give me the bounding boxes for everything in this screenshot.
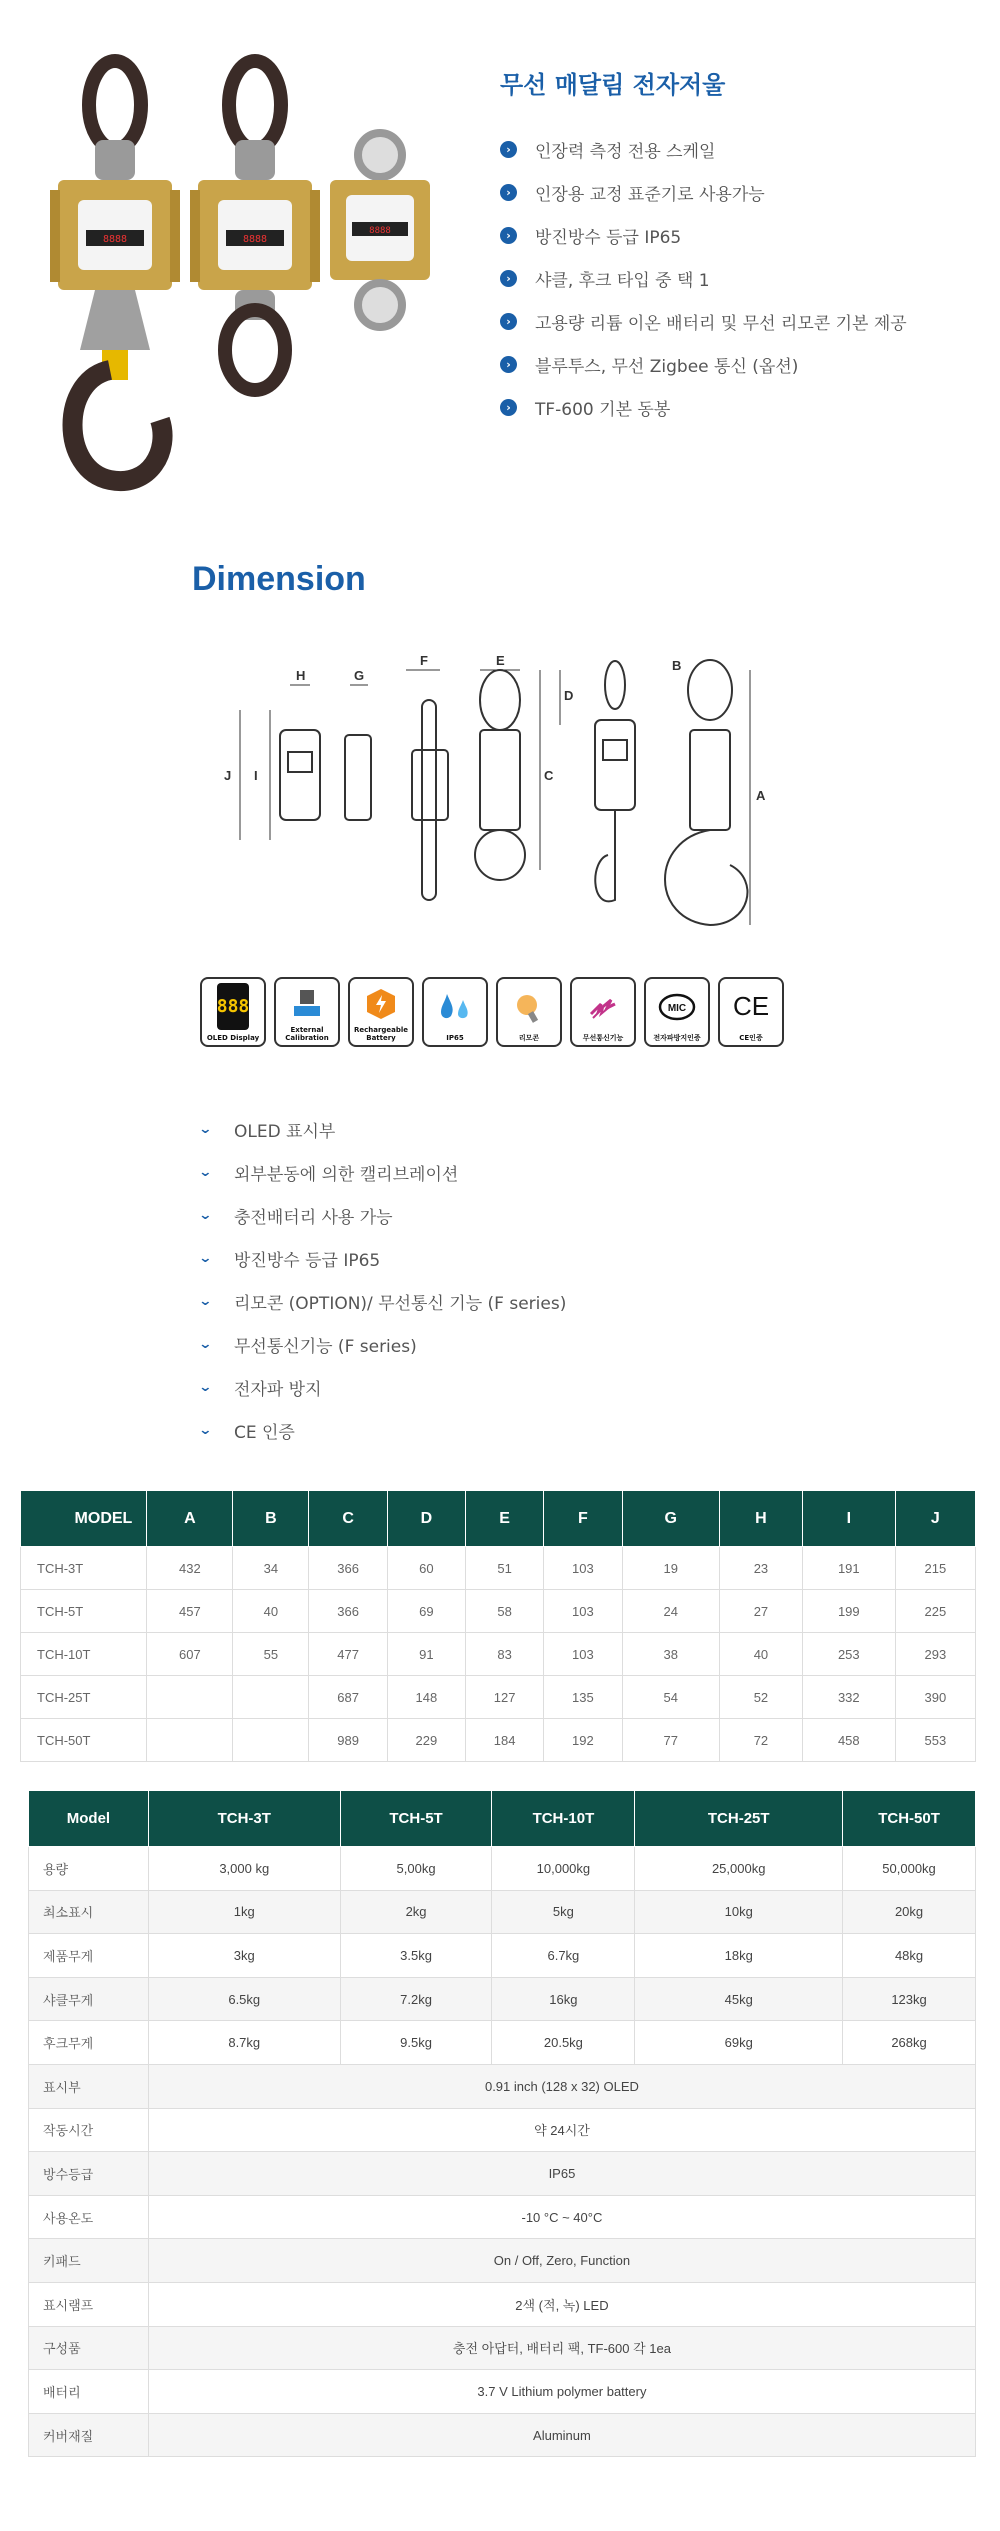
feature-text: 방진방수 등급 IP65 (234, 1251, 381, 1271)
table-cell: 8.7kg (148, 2021, 340, 2065)
feature-text: 무선통신기능 (F series) (234, 1337, 417, 1357)
column-header: TCH-5T (340, 1791, 492, 1847)
list-item (200, 1323, 566, 1366)
table-row (29, 1847, 976, 1891)
table-cell: 83 (466, 1633, 544, 1676)
table-cell: 10,000kg (492, 1847, 635, 1891)
table-cell: 103 (544, 1547, 622, 1590)
list-item (500, 128, 907, 171)
column-header: TCH-50T (843, 1791, 976, 1847)
chevron-down-icon: ⌄ (198, 1337, 213, 1352)
table-cell: 작동시간 (29, 2108, 149, 2152)
table-cell: 24 (622, 1590, 719, 1633)
table-cell: 50,000kg (843, 1847, 976, 1891)
table-cell: 표시램프 (29, 2282, 149, 2326)
table-cell: 127 (466, 1676, 544, 1719)
table-row (21, 1590, 976, 1633)
column-header: G (622, 1491, 719, 1547)
column-header: TCH-10T (492, 1791, 635, 1847)
table-cell: 25,000kg (635, 1847, 843, 1891)
table-cell: TCH-10T (21, 1633, 147, 1676)
table-cell: 용량 (29, 1847, 149, 1891)
feature-text: OLED 표시부 (234, 1122, 336, 1142)
table-cell: 사용온도 (29, 2195, 149, 2239)
emi-protection-icon: MIC 전자파방지인증 (644, 977, 710, 1047)
dim-label-a: A (756, 788, 766, 803)
chevron-down-icon: ⌄ (198, 1165, 213, 1180)
table-row (29, 2064, 976, 2108)
table-cell: 477 (309, 1633, 387, 1676)
table-row (21, 1633, 976, 1676)
table-cell: 34 (233, 1547, 309, 1590)
table-cell: 배터리 (29, 2370, 149, 2414)
table-cell: 687 (309, 1676, 387, 1719)
feature-text: 전자파 방지 (234, 1380, 322, 1400)
table-cell: 키패드 (29, 2239, 149, 2283)
table-cell: 40 (719, 1633, 802, 1676)
chevron-right-icon: › (500, 184, 517, 201)
table-row (29, 2195, 976, 2239)
list-item (200, 1108, 566, 1151)
column-header: D (387, 1491, 465, 1547)
table-row (29, 1977, 976, 2021)
table-cell: 7.2kg (340, 1977, 492, 2021)
column-header: F (544, 1491, 622, 1547)
table-cell: 191 (802, 1547, 895, 1590)
table-cell (147, 1719, 233, 1762)
feature-text: 외부분동에 의한 캘리브레이션 (234, 1165, 459, 1185)
table-cell (147, 1676, 233, 1719)
feature-text: TF-600 기본 동봉 (535, 400, 671, 420)
table-cell: TCH-3T (21, 1547, 147, 1590)
external-calibration-icon: External Calibration (274, 977, 340, 1047)
table-cell: 215 (895, 1547, 975, 1590)
chevron-right-icon: › (500, 227, 517, 244)
chevron-right-icon: › (500, 399, 517, 416)
spec-table (28, 1790, 976, 2457)
dimension-drawing (210, 640, 790, 940)
table-cell: 253 (802, 1633, 895, 1676)
list-item (500, 214, 907, 257)
table-cell: 23 (719, 1547, 802, 1590)
table-cell: 표시부 (29, 2064, 149, 2108)
table-cell: 샤클무게 (29, 1977, 149, 2021)
table-cell: 충전 아답터, 배터리 팩, TF-600 각 1ea (148, 2326, 975, 2370)
chevron-down-icon: ⌄ (198, 1380, 213, 1395)
oled-display-icon: 888 OLED Display (200, 977, 266, 1047)
svg-text:8888: 8888 (369, 226, 391, 236)
table-cell: 103 (544, 1633, 622, 1676)
table-cell: 20.5kg (492, 2021, 635, 2065)
table-cell: 293 (895, 1633, 975, 1676)
column-header: J (895, 1491, 975, 1547)
list-item (500, 386, 907, 429)
table-cell: 6.7kg (492, 1934, 635, 1978)
list-item (200, 1366, 566, 1409)
table-cell: 366 (309, 1547, 387, 1590)
table-cell: IP65 (148, 2152, 975, 2196)
table-cell: 77 (622, 1719, 719, 1762)
table-cell: 199 (802, 1590, 895, 1633)
table-cell: 989 (309, 1719, 387, 1762)
table-cell: 553 (895, 1719, 975, 1762)
table-cell: 58 (466, 1590, 544, 1633)
column-header: MODEL (21, 1491, 147, 1547)
rechargeable-battery-icon: Rechargeable Battery (348, 977, 414, 1047)
table-row (29, 2370, 976, 2414)
product-title: 무선 매달림 전자저울 (500, 71, 726, 99)
table-row (21, 1719, 976, 1762)
column-header: C (309, 1491, 387, 1547)
chevron-right-icon: › (500, 356, 517, 373)
column-header: I (802, 1491, 895, 1547)
scale-with-eye-bolt-image (330, 133, 430, 327)
list-item (200, 1280, 566, 1323)
table-cell: 184 (466, 1719, 544, 1762)
table-cell: 123kg (843, 1977, 976, 2021)
table-row (29, 2239, 976, 2283)
chevron-right-icon: › (500, 141, 517, 158)
column-header: Model (29, 1791, 149, 1847)
table-header-row (29, 1791, 976, 1847)
table-cell: 135 (544, 1676, 622, 1719)
table-cell: 제품무게 (29, 1934, 149, 1978)
column-header: H (719, 1491, 802, 1547)
table-cell: 6.5kg (148, 1977, 340, 2021)
table-cell: 69 (387, 1590, 465, 1633)
chevron-down-icon: ⌄ (198, 1208, 213, 1223)
table-cell: 229 (387, 1719, 465, 1762)
table-cell: 1kg (148, 1890, 340, 1934)
list-item (500, 257, 907, 300)
table-cell: 48kg (843, 1934, 976, 1978)
table-cell: 225 (895, 1590, 975, 1633)
table-cell: 3,000 kg (148, 1847, 340, 1891)
table-cell (233, 1676, 309, 1719)
table-cell: 192 (544, 1719, 622, 1762)
product-feature-list (500, 128, 907, 429)
dim-label-j: J (224, 768, 232, 783)
feature-text: 인장용 교정 표준기로 사용가능 (535, 185, 765, 205)
svg-text:8888: 8888 (242, 234, 268, 245)
scale-with-hook-image (50, 61, 180, 481)
table-cell: 148 (387, 1676, 465, 1719)
table-cell: 332 (802, 1676, 895, 1719)
column-header: E (466, 1491, 544, 1547)
table-cell: 2색 (적, 녹) LED (148, 2282, 975, 2326)
table-cell: 약 24시간 (148, 2108, 975, 2152)
table-cell: 9.5kg (340, 2021, 492, 2065)
svg-text:8888: 8888 (102, 234, 128, 245)
feature-icons (200, 977, 784, 1047)
list-item (200, 1194, 566, 1237)
table-cell: 390 (895, 1676, 975, 1719)
feature-text: 고용량 리튬 이온 배터리 및 무선 리모콘 기본 제공 (535, 314, 907, 334)
table-cell: 후크무게 (29, 2021, 149, 2065)
table-row (29, 2326, 976, 2370)
table-cell: TCH-50T (21, 1719, 147, 1762)
chevron-right-icon: › (500, 270, 517, 287)
table-cell: 607 (147, 1633, 233, 1676)
table-cell: 60 (387, 1547, 465, 1590)
list-item (500, 343, 907, 386)
table-cell: 최소표시 (29, 1890, 149, 1934)
table-row (29, 2282, 976, 2326)
list-item (500, 171, 907, 214)
table-cell: 38 (622, 1633, 719, 1676)
feature-list (200, 1108, 566, 1452)
ip65-icon: IP65 (422, 977, 488, 1047)
wireless-communication-icon: 무선통신기능 (570, 977, 636, 1047)
table-cell: 커버재질 (29, 2413, 149, 2457)
table-cell: 458 (802, 1719, 895, 1762)
list-item (500, 300, 907, 343)
list-item (200, 1237, 566, 1280)
table-cell: 19 (622, 1547, 719, 1590)
table-cell: 457 (147, 1590, 233, 1633)
scale-with-shackle-image (190, 61, 320, 390)
feature-text: 인장력 측정 전용 스케일 (535, 142, 716, 162)
feature-text: 블루투스, 무선 Zigbee 통신 (옵션) (535, 357, 799, 377)
table-cell: 0.91 inch (128 x 32) OLED (148, 2064, 975, 2108)
table-row (29, 1890, 976, 1934)
feature-text: CE 인증 (234, 1423, 295, 1443)
dim-label-d: D (564, 688, 574, 703)
table-cell: 432 (147, 1547, 233, 1590)
table-cell: TCH-5T (21, 1590, 147, 1633)
table-cell: TCH-25T (21, 1676, 147, 1719)
feature-text: 충전배터리 사용 가능 (234, 1208, 393, 1228)
column-header: B (233, 1491, 309, 1547)
table-row (21, 1676, 976, 1719)
ce-certification-icon: CE CE인증 (718, 977, 784, 1047)
column-header: A (147, 1491, 233, 1547)
product-images (40, 50, 460, 510)
list-item (200, 1151, 566, 1194)
table-cell: 72 (719, 1719, 802, 1762)
chevron-right-icon: › (500, 313, 517, 330)
table-cell: 27 (719, 1590, 802, 1633)
dim-label-f: F (420, 653, 428, 668)
table-cell: 40 (233, 1590, 309, 1633)
table-cell: 54 (622, 1676, 719, 1719)
table-cell: 3.5kg (340, 1934, 492, 1978)
table-cell: 91 (387, 1633, 465, 1676)
table-row (29, 2152, 976, 2196)
dim-label-i: I (254, 768, 258, 783)
table-cell: 18kg (635, 1934, 843, 1978)
table-cell: 51 (466, 1547, 544, 1590)
table-row (29, 2021, 976, 2065)
table-cell: 268kg (843, 2021, 976, 2065)
table-cell: 5kg (492, 1890, 635, 1934)
table-cell: 55 (233, 1633, 309, 1676)
dimension-table (20, 1490, 976, 1762)
table-cell: 방수등급 (29, 2152, 149, 2196)
dim-label-c: C (544, 768, 554, 783)
chevron-down-icon: ⌄ (198, 1294, 213, 1309)
table-cell: On / Off, Zero, Function (148, 2239, 975, 2283)
table-cell: 103 (544, 1590, 622, 1633)
table-row (29, 2413, 976, 2457)
dim-label-b: B (672, 658, 682, 673)
table-cell (233, 1719, 309, 1762)
chevron-down-icon: ⌄ (198, 1251, 213, 1266)
chevron-down-icon: ⌄ (198, 1423, 213, 1438)
table-cell: 16kg (492, 1977, 635, 2021)
table-cell: 45kg (635, 1977, 843, 2021)
table-header-row (21, 1491, 976, 1547)
feature-text: 샤클, 후크 타입 중 택 1 (535, 271, 710, 291)
table-cell: 20kg (843, 1890, 976, 1934)
column-header: TCH-25T (635, 1791, 843, 1847)
dim-label-e: E (496, 653, 505, 668)
dim-label-h: H (296, 668, 306, 683)
table-row (29, 1934, 976, 1978)
table-cell: 구성품 (29, 2326, 149, 2370)
table-cell: 52 (719, 1676, 802, 1719)
table-cell: 366 (309, 1590, 387, 1633)
table-cell: 3kg (148, 1934, 340, 1978)
dimension-title: Dimension (192, 560, 366, 598)
feature-text: 방진방수 등급 IP65 (535, 228, 682, 248)
table-cell: Aluminum (148, 2413, 975, 2457)
list-item (200, 1409, 566, 1452)
table-cell: 2kg (340, 1890, 492, 1934)
table-cell: 5,00kg (340, 1847, 492, 1891)
table-cell: -10 °C ~ 40°C (148, 2195, 975, 2239)
table-row (21, 1547, 976, 1590)
table-cell: 69kg (635, 2021, 843, 2065)
table-row (29, 2108, 976, 2152)
feature-text: 리모콘 (OPTION)/ 무선통신 기능 (F series) (234, 1294, 567, 1314)
table-cell: 3.7 V Lithium polymer battery (148, 2370, 975, 2414)
svg-text:MIC: MIC (667, 1002, 687, 1014)
table-cell: 10kg (635, 1890, 843, 1934)
column-header: TCH-3T (148, 1791, 340, 1847)
remote-control-icon: 리모콘 (496, 977, 562, 1047)
dim-label-g: G (354, 668, 365, 683)
chevron-down-icon: ⌄ (198, 1122, 213, 1137)
